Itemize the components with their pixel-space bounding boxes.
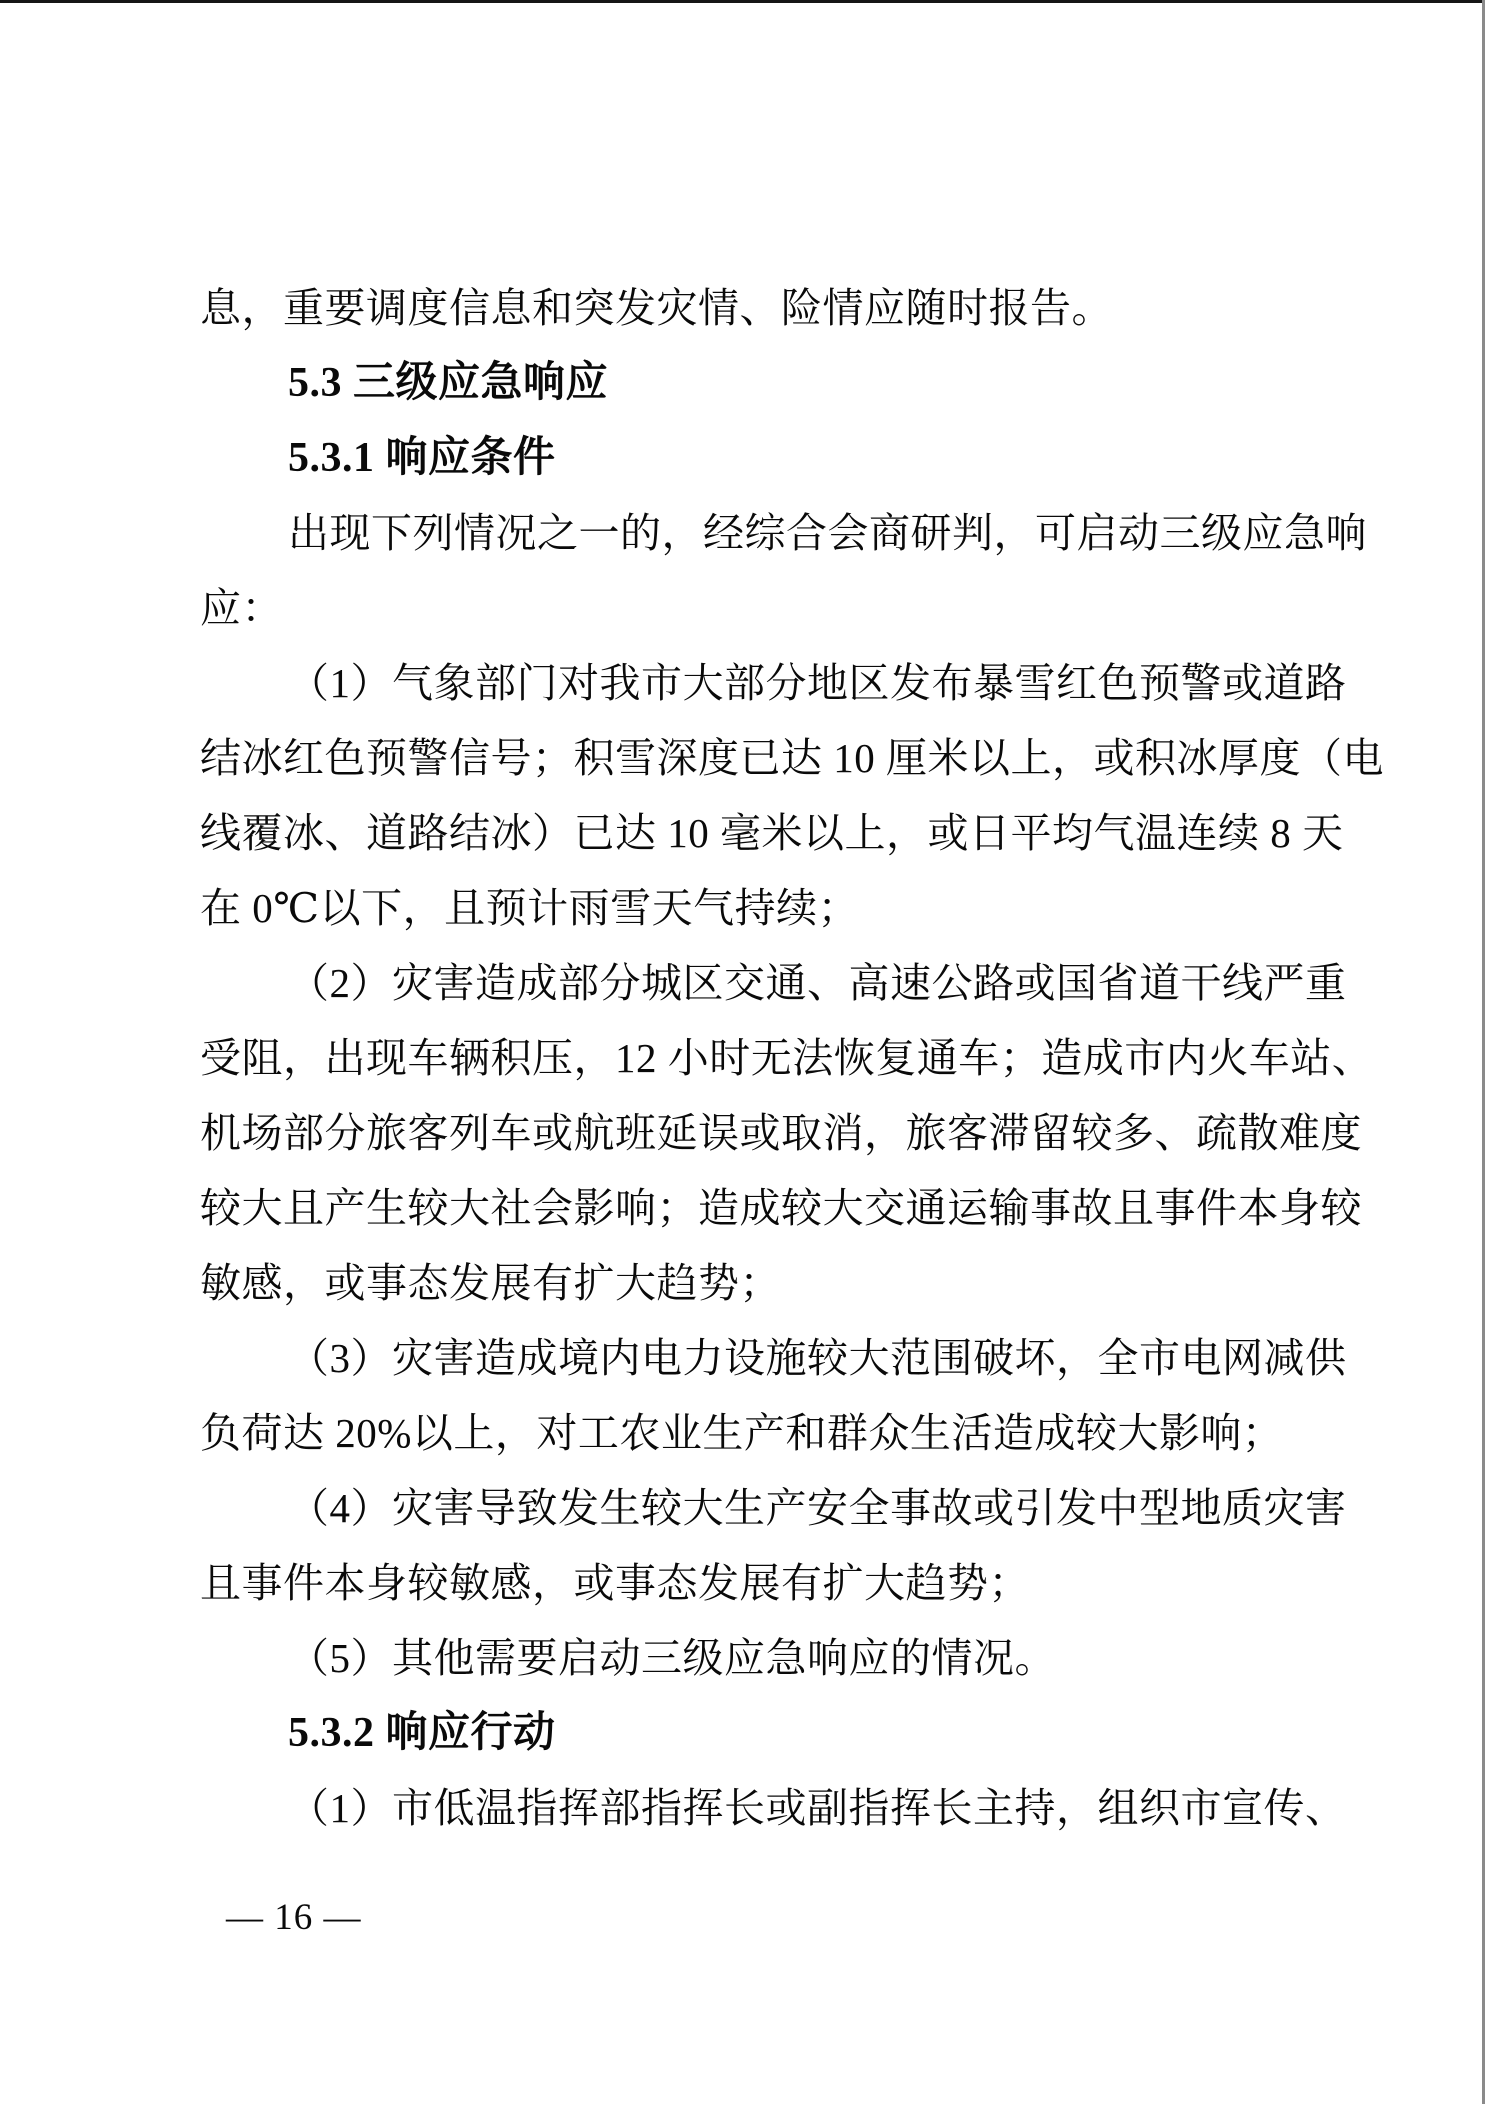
document-body — [200, 271, 1384, 1846]
text-line: 息，重要调度信息和突发灾情、险情应随时报告。 — [200, 285, 1113, 331]
text-line: 应： — [200, 585, 283, 631]
section-heading-5-3-2: 5.3.2 响应行动 — [288, 1710, 556, 1756]
list-item-1: （1）气象部门对我市大部分地区发布暴雪红色预警或道路 — [288, 660, 1347, 706]
section-heading-5-3: 5.3 三级应急响应 — [288, 360, 609, 406]
text-line: 且事件本身较敏感，或事态发展有扩大趋势； — [200, 1560, 1030, 1606]
list-item-1: （1）市低温指挥部指挥长或副指挥长主持，组织市宣传、 — [288, 1785, 1347, 1831]
text-line: 负荷达 20%以上，对工农业生产和群众生活造成较大影响； — [200, 1410, 1284, 1456]
text-line: 受阻，出现车辆积压，12 小时无法恢复通车；造成市内火车站、 — [200, 1035, 1374, 1081]
text-line: 出现下列情况之一的，经综合会商研判，可启动三级应急响 — [288, 510, 1367, 556]
text-line: 在 0℃以下，且预计雨雪天气持续； — [200, 885, 860, 931]
list-item-2: （2）灾害造成部分城区交通、高速公路或国省道干线严重 — [288, 960, 1347, 1006]
text-line: 机场部分旅客列车或航班延误或取消，旅客滞留较多、疏散难度 — [200, 1110, 1362, 1156]
list-item-3: （3）灾害造成境内电力设施较大范围破坏，全市电网减供 — [288, 1335, 1347, 1381]
section-heading-5-3-1: 5.3.1 响应条件 — [288, 435, 556, 481]
page-number: — 16 — — [226, 1897, 362, 1938]
text-line: 结冰红色预警信号；积雪深度已达 10 厘米以上，或积冰厚度（电 — [200, 735, 1384, 781]
text-line: 线覆冰、道路结冰）已达 10 毫米以上，或日平均气温连续 8 天 — [200, 810, 1344, 856]
list-item-5: （5）其他需要启动三级应急响应的情况。 — [288, 1635, 1056, 1681]
list-item-4: （4）灾害导致发生较大生产安全事故或引发中型地质灾害 — [288, 1485, 1347, 1531]
scan-right-edge-line — [1482, 0, 1485, 2104]
text-line: 较大且产生较大社会影响；造成较大交通运输事故且事件本身较 — [200, 1185, 1362, 1231]
text-line: 敏感，或事态发展有扩大趋势； — [200, 1260, 781, 1306]
scan-top-edge-line — [0, 0, 1482, 3]
